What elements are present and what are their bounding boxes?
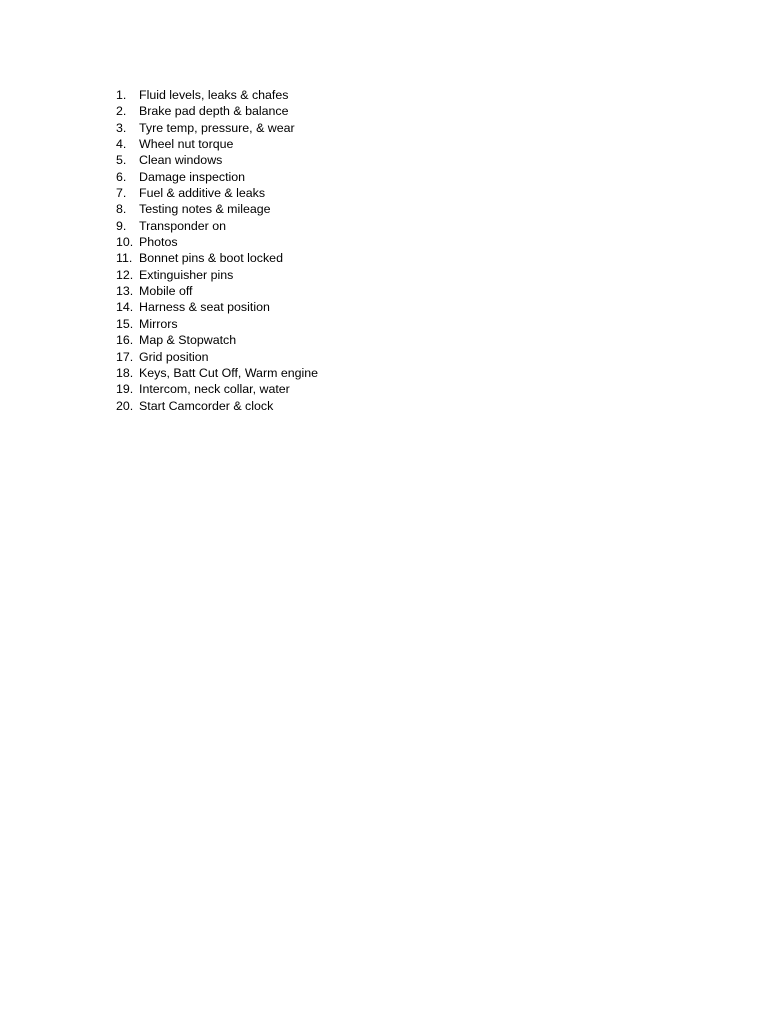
item-text: Map & Stopwatch <box>139 333 237 348</box>
checklist <box>116 87 318 414</box>
item-number: 12. <box>116 267 134 282</box>
checklist-item-17 <box>116 349 318 365</box>
item-number: 18. <box>116 365 134 380</box>
checklist-item-7 <box>116 185 318 201</box>
item-text: Tyre temp, pressure, & wear <box>139 120 295 135</box>
checklist-item-13 <box>116 283 318 299</box>
item-number: 11. <box>116 251 133 266</box>
checklist-item-15 <box>116 316 318 332</box>
item-number: 16. <box>116 333 134 348</box>
checklist-item-3 <box>116 120 318 136</box>
checklist-item-5 <box>116 152 318 168</box>
item-number: 19. <box>116 382 134 397</box>
checklist-item-19 <box>116 381 318 397</box>
checklist-item-11 <box>116 250 318 266</box>
checklist-item-18 <box>116 365 318 381</box>
checklist-item-12 <box>116 267 318 283</box>
item-text: Keys, Batt Cut Off, Warm engine <box>139 365 319 380</box>
item-text: Brake pad depth & balance <box>139 104 289 119</box>
item-text: Transponder on <box>139 218 227 233</box>
item-text: Testing notes & mileage <box>139 202 271 217</box>
item-text: Intercom, neck collar, water <box>139 382 290 397</box>
item-number: 14. <box>116 300 134 315</box>
item-number: 15. <box>116 316 134 331</box>
item-text: Wheel nut torque <box>139 137 234 152</box>
item-text: Bonnet pins & boot locked <box>139 251 283 266</box>
item-text: Fluid levels, leaks & chafes <box>139 88 289 102</box>
checklist-item-16 <box>116 332 318 348</box>
checklist-item-20 <box>116 398 318 414</box>
checklist-item-14 <box>116 299 318 315</box>
item-number: 5. <box>116 153 127 168</box>
item-number: 10. <box>116 235 134 250</box>
item-number: 20. <box>116 398 134 413</box>
item-text: Damage inspection <box>139 169 246 184</box>
item-text: Extinguisher pins <box>139 267 234 282</box>
checklist-item-10 <box>116 234 318 250</box>
checklist-item-4 <box>116 136 318 152</box>
item-text: Mirrors <box>139 316 178 331</box>
item-number: 3. <box>116 120 127 135</box>
checklist-item-9 <box>116 218 318 234</box>
item-text: Start Camcorder & clock <box>139 398 274 413</box>
item-text: Mobile off <box>139 284 193 299</box>
item-number: 13. <box>116 284 134 299</box>
checklist-item-6 <box>116 169 318 185</box>
item-text: Grid position <box>139 349 209 364</box>
item-number: 9. <box>116 218 127 233</box>
item-text: Photos <box>139 235 178 250</box>
checklist-item-1 <box>116 87 318 103</box>
item-number: 4. <box>116 137 127 152</box>
checklist-item-2 <box>116 103 318 119</box>
item-text: Clean windows <box>139 153 223 168</box>
item-number: 7. <box>116 186 127 201</box>
item-number: 6. <box>116 169 127 184</box>
item-number: 1. <box>116 88 127 102</box>
item-text: Harness & seat position <box>139 300 270 315</box>
item-number: 17. <box>116 349 134 364</box>
checklist-item-8 <box>116 201 318 217</box>
item-text: Fuel & additive & leaks <box>139 186 266 201</box>
item-number: 2. <box>116 104 127 119</box>
item-number: 8. <box>116 202 127 217</box>
